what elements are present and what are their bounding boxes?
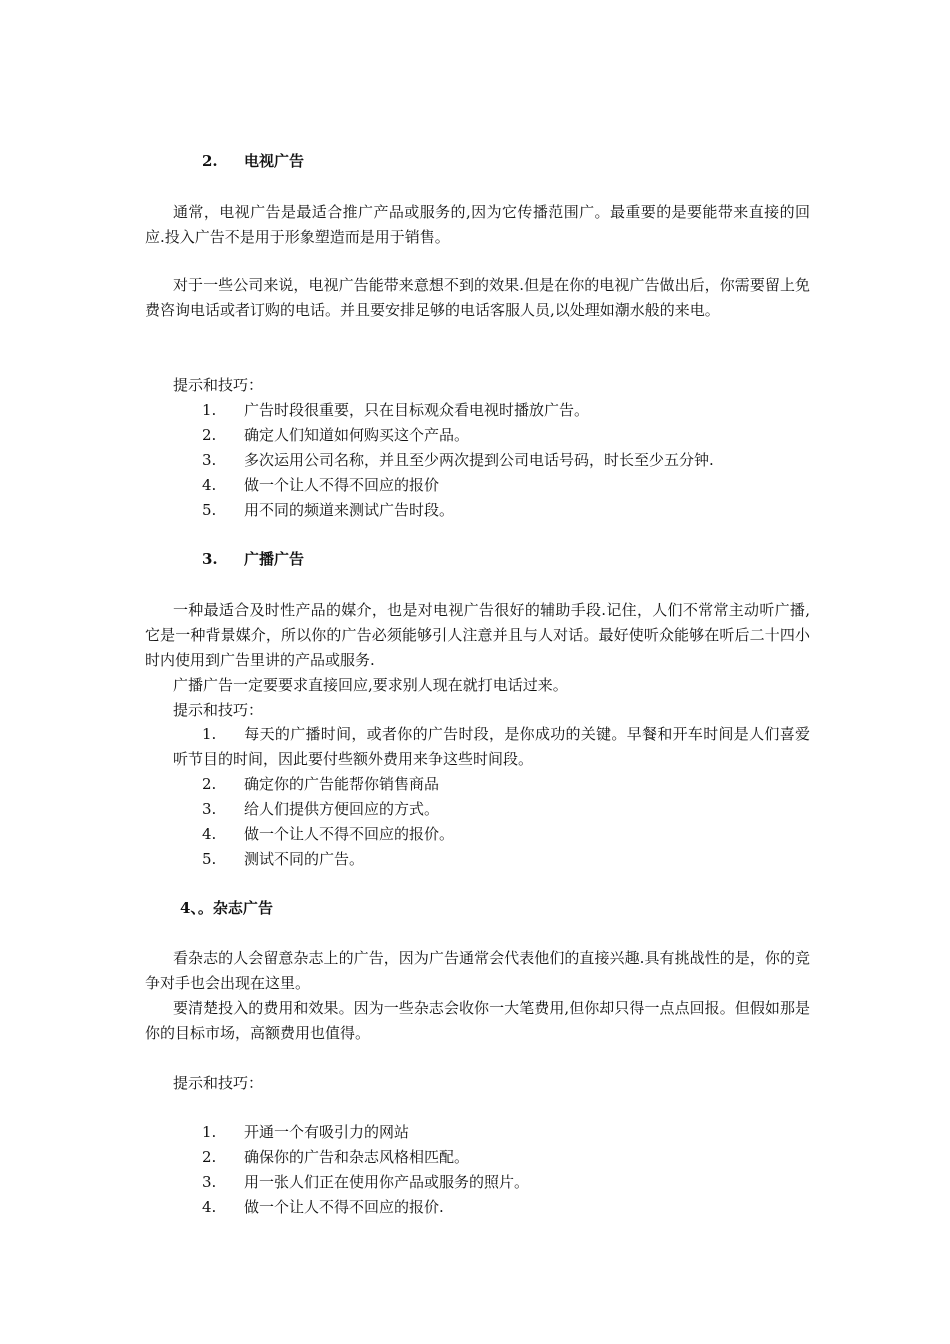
list-item-number: 5. <box>202 850 217 868</box>
list-item <box>202 1145 529 1170</box>
section-number: 3. <box>202 550 218 568</box>
radio-tip-1 <box>173 722 810 772</box>
list-item-number: 3. <box>202 800 217 818</box>
list-item <box>202 423 714 448</box>
section-number: 2. <box>202 152 218 170</box>
section-title: 广播广告 <box>244 550 305 568</box>
list-item-text: 做一个让人不得不回应的报价. <box>244 1198 444 1216</box>
list-item-number: 2. <box>202 426 217 444</box>
list-item-number: 3. <box>202 451 217 469</box>
list-item-number: 4. <box>202 476 217 494</box>
list-item-text: 每天的广播时间，或者你的广告时段，是你成功的关键。早餐和开车时间是人们喜爱听节目的时间，因此要付些额外费用来争这些时间段。 <box>173 725 810 768</box>
list-item-number: 1. <box>202 1123 217 1141</box>
list-item-number: 4. <box>202 1198 217 1216</box>
tv-paragraph-2: 对于一些公司来说，电视广告能带来意想不到的效果.但是在你的电视广告做出后，你需要留上免费咨询电话或者订购的电话。并且要安排足够的电话客服人员,以处理如潮水般的来电。 <box>145 276 810 319</box>
list-item <box>202 822 454 847</box>
list-item-number: 1. <box>202 401 217 419</box>
list-item-text: 广告时段很重要，只在目标观众看电视时播放广告。 <box>244 401 590 419</box>
list-item-text: 用不同的频道来测试广告时段。 <box>244 501 455 519</box>
list-item-text: 给人们提供方便回应的方式。 <box>244 800 440 818</box>
list-item <box>202 847 454 872</box>
section-title: 电视广告 <box>244 152 305 170</box>
list-item <box>202 448 714 473</box>
list-item-number: 2. <box>202 775 217 793</box>
list-item-text: 多次运用公司名称，并且至少两次提到公司电话号码，时长至少五分钟. <box>244 451 714 469</box>
list-item <box>202 797 454 822</box>
list-item-text: 确定你的广告能帮你销售商品 <box>244 775 440 793</box>
radio-paragraph-2: 广播广告一定要要求直接回应,要求别人现在就打电话过来。 <box>173 676 568 694</box>
radio-tips-label: 提示和技巧： <box>173 701 264 719</box>
list-item-text: 用一张人们正在使用你产品或服务的照片。 <box>244 1173 530 1191</box>
list-item-text: 开通一个有吸引力的网站 <box>244 1123 410 1141</box>
section-heading-radio <box>202 547 304 572</box>
list-item <box>202 1120 529 1145</box>
radio-paragraph-1: 一种最适合及时性产品的媒介，也是对电视广告很好的辅助手段.记住，人们不常常主动听广播,它是一种背景媒介，所以你的广告必须能够引人注意并且与人对话。最好使听众能够在听后二十四小时内使用到广告里讲的产品或服务. <box>145 601 810 669</box>
list-item-text: 测试不同的广告。 <box>244 850 365 868</box>
list-item-text: 确保你的广告和杂志风格相匹配。 <box>244 1148 470 1166</box>
tv-paragraph-1: 通常，电视广告是最适合推广产品或服务的,因为它传播范围广。最重要的是要能带来直接的回应.投入广告不是用于形象塑造而是用于销售。 <box>145 203 810 246</box>
list-item-text: 做一个让人不得不回应的报价。 <box>244 825 455 843</box>
magazine-paragraph-2: 要清楚投入的费用和效果。因为一些杂志会收你一大笔费用,但你却只得一点点回报。但假如那是你的目标市场，高额费用也值得。 <box>145 999 810 1042</box>
list-item-text: 做一个让人不得不回应的报价 <box>244 476 440 494</box>
magazine-tips-label: 提示和技巧： <box>173 1074 264 1092</box>
magazine-paragraph-1: 看杂志的人会留意杂志上的广告，因为广告通常会代表他们的直接兴趣.具有挑战性的是，你的竞争对手也会出现在这里。 <box>145 949 810 992</box>
list-item-number: 5. <box>202 501 217 519</box>
list-item <box>202 1195 529 1220</box>
section-heading-magazine: 4、。杂志广告 <box>180 899 273 917</box>
tv-tips-list <box>202 398 714 523</box>
section-heading-tv <box>202 149 304 174</box>
magazine-tips-list <box>202 1120 529 1220</box>
list-item <box>202 473 714 498</box>
list-item-number: 4. <box>202 825 217 843</box>
list-item <box>202 772 454 797</box>
list-item-number: 2. <box>202 1148 217 1166</box>
radio-tips-list <box>202 772 454 872</box>
list-item <box>202 398 714 423</box>
list-item-number: 1. <box>202 725 217 743</box>
list-item <box>202 498 714 523</box>
list-item-text: 确定人们知道如何购买这个产品。 <box>244 426 470 444</box>
list-item-number: 3. <box>202 1173 217 1191</box>
tv-tips-label: 提示和技巧： <box>173 376 264 394</box>
list-item <box>202 1170 529 1195</box>
